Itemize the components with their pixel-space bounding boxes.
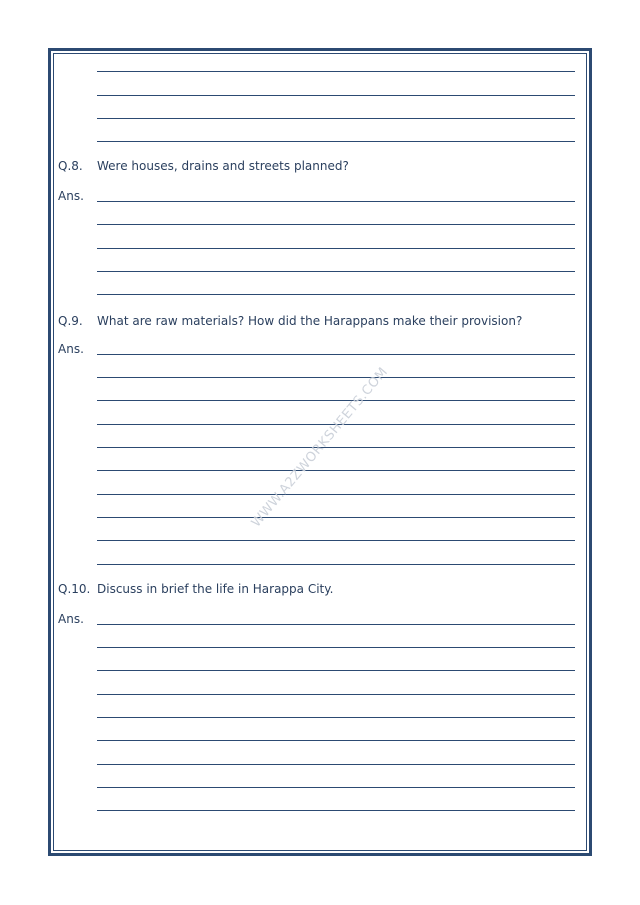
answer-line[interactable]: [97, 670, 575, 671]
answer-line: [97, 141, 575, 142]
answer-line[interactable]: [97, 717, 575, 718]
answer-line[interactable]: [97, 354, 575, 355]
answer-line: [97, 95, 575, 96]
answer-line[interactable]: [97, 517, 575, 518]
answer-line[interactable]: [97, 224, 575, 225]
answer-line[interactable]: [97, 540, 575, 541]
answer-line[interactable]: [97, 447, 575, 448]
answer-line[interactable]: [97, 494, 575, 495]
answer-line[interactable]: [97, 377, 575, 378]
answer-line[interactable]: [97, 740, 575, 741]
question-text: Were houses, drains and streets planned?: [97, 159, 349, 173]
answer-line[interactable]: [97, 271, 575, 272]
answer-line[interactable]: [97, 248, 575, 249]
answer-line[interactable]: [97, 624, 575, 625]
answer-line[interactable]: [97, 400, 575, 401]
watermark: WWW.A2ZWORKSHEETS.COM: [248, 364, 392, 531]
answer-label: Ans.: [58, 189, 84, 203]
question-text: Discuss in brief the life in Harappa City.: [97, 582, 334, 596]
answer-line[interactable]: [97, 787, 575, 788]
answer-line[interactable]: [97, 764, 575, 765]
answer-line: [97, 118, 575, 119]
question-number: Q.10.: [58, 582, 91, 596]
question-number: Q.9.: [58, 314, 83, 328]
answer-line[interactable]: [97, 810, 575, 811]
answer-line[interactable]: [97, 647, 575, 648]
answer-line[interactable]: [97, 294, 575, 295]
question-text: What are raw materials? How did the Harappans make their provision?: [97, 314, 523, 328]
answer-label: Ans.: [58, 342, 84, 356]
answer-line[interactable]: [97, 564, 575, 565]
answer-line[interactable]: [97, 694, 575, 695]
question-number: Q.8.: [58, 159, 83, 173]
answer-line[interactable]: [97, 201, 575, 202]
answer-line[interactable]: [97, 470, 575, 471]
answer-line: [97, 71, 575, 72]
answer-label: Ans.: [58, 612, 84, 626]
